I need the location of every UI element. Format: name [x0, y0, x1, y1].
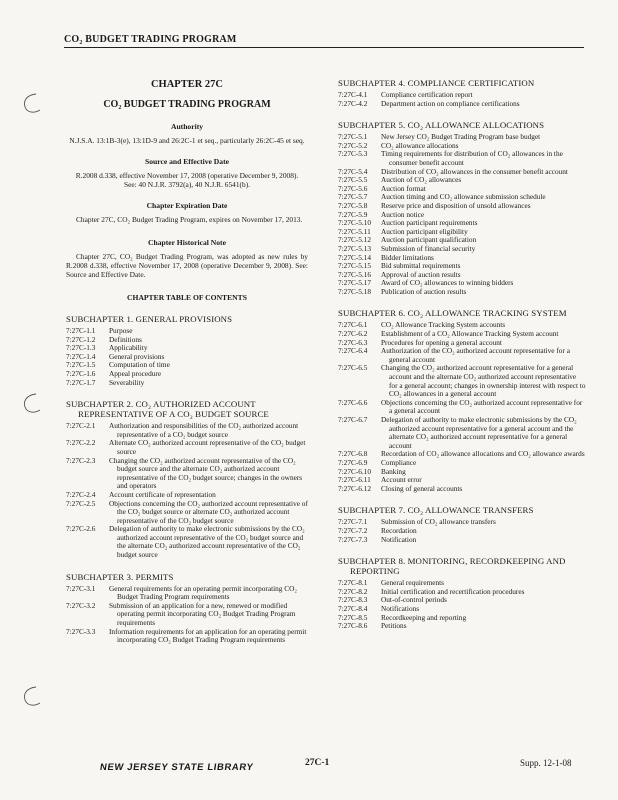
toc-entry: [66, 336, 308, 345]
source-text: R.2008 d.338, effective November 17, 2008 (operative December 9, 2008).: [75, 171, 299, 180]
section-number: 7:27C-8.6: [338, 621, 368, 631]
section-title: Authorization of the CO₂ authorized account representative for a general account: [381, 346, 570, 364]
toc-entry: [338, 536, 586, 545]
toc-entry: [338, 588, 586, 597]
section-title: Recordation: [381, 525, 417, 535]
section-title: Notifications: [381, 603, 420, 613]
section-title: General requirements: [381, 578, 445, 588]
section-number: 7:27C-6.6: [338, 397, 368, 407]
section-number: 7:27C-2.4: [66, 489, 96, 499]
section-title: Initial certification and recertification procedures: [381, 586, 525, 596]
section-title: General requirements for an operating permit incorporating CO₂ Budget Trading Program requirements: [109, 583, 297, 602]
toc-entry: [338, 468, 586, 477]
toc-entry: [66, 370, 308, 379]
section-number: 7:27C-8.1: [338, 578, 368, 588]
section-title: Auction participant qualification: [381, 235, 477, 245]
section-title: Bid submittal requirements: [381, 261, 461, 271]
right-toc: [338, 78, 586, 631]
section-title: CO₂ Allowance Tracking System accounts: [381, 320, 506, 330]
section-number: 7:27C-8.4: [338, 603, 368, 613]
toc-entry: [66, 327, 308, 336]
toc-entry: [338, 245, 586, 254]
section-title: Objections concerning the CO₂ authorized account representative of the CO₂ budget source or alternate CO₂ authorized account representative of the CO₂ budget source: [109, 498, 308, 525]
toc-entry: [66, 361, 308, 370]
hole-bottom-icon: [20, 685, 42, 707]
section-number: 7:27C-5.10: [338, 218, 372, 228]
expiration-heading: Chapter Expiration Date: [146, 201, 228, 210]
section-title: Recordation of CO₂ allowance allocations and CO₂ allowance awards: [381, 449, 585, 459]
authority-heading: Authority: [170, 122, 204, 131]
subchapter-heading: SUBCHAPTER 8. MONITORING, RECORDKEEPING AND REPORTING: [338, 556, 566, 577]
toc-entry: [66, 500, 308, 526]
section-number: 7:27C-5.4: [338, 166, 368, 176]
section-number: 7:27C-8.3: [338, 595, 368, 605]
toc-entry: [338, 450, 586, 459]
section-number: 7:27C-1.7: [66, 377, 96, 387]
section-number: 7:27C-2.3: [66, 455, 96, 465]
supplement-date: Supp. 12-1-08: [520, 758, 572, 768]
section-number: 7:27C-1.2: [66, 334, 96, 344]
toc-entry: [66, 457, 308, 491]
section-title: Auction timing and CO₂ allowance submission schedule: [381, 192, 546, 202]
section-title: Account error: [381, 475, 422, 485]
subchapter-heading: SUBCHAPTER 2. CO₂ AUTHORIZED ACCOUNT REPRESENTATIVE OF A CO₂ BUDGET SOURCE: [66, 399, 269, 420]
section-title: Compliance: [381, 457, 417, 467]
section-title: Auction participant eligibility: [381, 226, 468, 236]
chapter-title: CO₂ BUDGET TRADING PROGRAM: [103, 99, 271, 110]
toc-entry: [338, 399, 586, 416]
section-title: General provisions: [109, 351, 165, 361]
toc-heading: CHAPTER TABLE OF CONTENTS: [127, 293, 247, 302]
toc-entry: [66, 628, 308, 645]
toc-entry: [338, 364, 586, 398]
section-title: Banking: [381, 466, 406, 476]
section-title: Information requirements for an application for an operating permit incorporating CO₂ Budget Trading Program requirements: [109, 626, 307, 645]
toc-entry: [338, 518, 586, 527]
section-number: 7:27C-6.1: [338, 320, 368, 330]
section-number: 7:27C-3.2: [66, 600, 96, 610]
section-number: 7:27C-8.2: [338, 586, 368, 596]
left-column: [66, 78, 308, 645]
toc-entry: [338, 459, 586, 468]
section-number: 7:27C-5.2: [338, 140, 368, 150]
toc-entry: [338, 476, 586, 485]
section-number: 7:27C-6.8: [338, 449, 368, 459]
toc-entry: [338, 527, 586, 536]
section-title: Definitions: [109, 334, 142, 344]
section-number: 7:27C-5.9: [338, 209, 368, 219]
page-number: 27C-1: [305, 758, 330, 768]
toc-entry: [66, 344, 308, 353]
subchapter-heading: SUBCHAPTER 7. CO₂ ALLOWANCE TRANSFERS: [338, 505, 534, 516]
section-number: 7:27C-6.10: [338, 466, 372, 476]
section-title: Approval of auction results: [381, 269, 461, 279]
hole-middle-icon: [20, 392, 42, 414]
section-title: Recordkeeping and reporting: [381, 612, 467, 622]
section-number: 7:27C-6.2: [338, 329, 368, 339]
toc-entry: [338, 100, 586, 109]
section-number: 7:27C-7.2: [338, 525, 368, 535]
expiration-text: Chapter 27C, CO₂ Budget Trading Program, expires on November 17, 2013.: [76, 215, 303, 224]
section-number: 7:27C-6.3: [338, 337, 368, 347]
section-title: Petitions: [381, 621, 407, 631]
section-title: Auction notice: [381, 209, 425, 219]
chapter-number: CHAPTER 27C: [150, 79, 224, 90]
library-stamp: NEW JERSEY STATE LIBRARY: [99, 762, 255, 773]
toc-entry: [66, 439, 308, 456]
section-title: Alternate CO₂ authorized account representative of the CO₂ budget source: [109, 438, 306, 456]
section-title: Establishment of a CO₂ Allowance Tracking System account: [381, 329, 559, 339]
section-number: 7:27C-5.17: [338, 278, 372, 288]
section-number: 7:27C-5.5: [338, 175, 368, 185]
section-title: Computation of time: [109, 360, 170, 370]
toc-entry: [66, 525, 308, 559]
toc-entry: [338, 176, 586, 185]
section-title: Out-of-control periods: [381, 595, 447, 605]
toc-entry: [338, 485, 586, 494]
section-number: 7:27C-3.1: [66, 583, 96, 593]
section-number: 7:27C-1.6: [66, 368, 96, 378]
right-column: [338, 78, 586, 631]
subchapter-heading: SUBCHAPTER 6. CO₂ ALLOWANCE TRACKING SYSTEM: [338, 308, 567, 319]
section-number: 7:27C-7.1: [338, 517, 368, 527]
section-title: Changing the CO₂ authorized account representative of the CO₂ budget source and the alternate CO₂ authorized account representative of the CO₂ budget source; changes in the owners and operators: [109, 455, 303, 491]
section-number: 7:27C-2.2: [66, 438, 96, 448]
section-number: 7:27C-4.1: [338, 90, 368, 99]
section-title: Submission of an application for a new, renewed or modified operating permit incorporating CO₂ Budget Trading Program requirements: [109, 600, 296, 628]
section-number: 7:27C-5.3: [338, 149, 368, 159]
section-number: 7:27C-3.3: [66, 626, 96, 636]
toc-entry: [338, 254, 586, 263]
source-heading: Source and Effective Date: [144, 157, 229, 166]
section-title: Account certificate of representation: [109, 489, 216, 499]
section-number: 7:27C-6.11: [338, 475, 371, 485]
section-title: New Jersey CO₂ Budget Trading Program base budget: [381, 132, 541, 142]
section-title: Bidder limitations: [381, 252, 434, 262]
section-number: 7:27C-5.11: [338, 226, 371, 236]
running-head: CO₂ BUDGET TRADING PROGRAM: [64, 34, 584, 48]
subchapter-heading: SUBCHAPTER 5. CO₂ ALLOWANCE ALLOCATIONS: [338, 120, 545, 131]
section-number: 7:27C-1.5: [66, 360, 96, 370]
section-number: 7:27C-6.5: [338, 363, 368, 373]
left-toc: [66, 314, 308, 645]
section-number: 7:27C-5.8: [338, 200, 368, 210]
section-number: 7:27C-5.12: [338, 235, 372, 245]
section-title: Purpose: [109, 326, 133, 335]
section-number: 7:27C-1.4: [66, 351, 96, 361]
section-number: 7:27C-6.4: [338, 346, 368, 356]
toc-entry: [66, 602, 308, 628]
toc-entry: [338, 596, 586, 605]
section-number: 7:27C-8.5: [338, 612, 368, 622]
section-number: 7:27C-6.7: [338, 415, 368, 424]
toc-entry: [338, 133, 586, 142]
subchapter-heading: SUBCHAPTER 1. GENERAL PROVISIONS: [66, 314, 233, 324]
section-title: Procedures for opening a general account: [381, 337, 502, 347]
toc-entry: [338, 622, 586, 631]
section-title: Appeal procedure: [109, 368, 162, 378]
subchapter-heading: SUBCHAPTER 4. COMPLIANCE CERTIFICATION: [338, 78, 535, 88]
source-see: See: 40 N.J.R. 3792(a), 40 N.J.R. 6541(b).: [123, 180, 251, 189]
section-number: 7:27C-1.1: [66, 326, 96, 335]
authority-text: N.J.S.A. 13:1B-3(e), 13:1D-9 and 26:2C-1 et seq., particularly 26:2C-45 et seq.: [69, 136, 305, 145]
hole-top-icon: [20, 92, 42, 114]
section-number: 7:27C-5.14: [338, 252, 372, 262]
section-title: Auction participant requirements: [381, 218, 478, 228]
section-title: Award of CO₂ allowances to winning bidders: [381, 278, 514, 288]
section-title: Authorization and responsibilities of the CO₂ authorized account representative of a CO₂ budget source: [109, 421, 299, 439]
toc-entry: [66, 422, 308, 439]
section-title: Auction format: [381, 183, 426, 193]
section-title: Closing of general accounts: [381, 483, 463, 493]
section-title: CO₂ allowance allocations: [381, 140, 459, 150]
section-number: 7:27C-2.1: [66, 421, 96, 431]
section-title: Compliance certification report: [381, 90, 473, 99]
section-title: Changing the CO₂ authorized account representative for a general account and the alternate CO₂ authorized account representative for a general account; changes in ownership interest with respect to CO₂ allowances in a general account: [381, 363, 586, 399]
section-title: Auction of CO₂ allowances: [381, 175, 462, 185]
section-title: Distribution of CO₂ allowances in the consumer benefit account: [381, 166, 568, 176]
section-number: 7:27C-6.12: [338, 483, 372, 493]
section-number: 7:27C-7.3: [338, 534, 368, 544]
section-title: Severability: [109, 377, 145, 387]
toc-entry: [66, 353, 308, 362]
section-title: Submission of financial security: [381, 243, 476, 253]
section-number: 7:27C-5.1: [338, 132, 368, 142]
section-number: 7:27C-2.5: [66, 498, 96, 508]
toc-entry: [338, 614, 586, 623]
section-number: 7:27C-5.15: [338, 261, 372, 271]
toc-entry: [338, 262, 586, 271]
section-number: 7:27C-6.9: [338, 457, 368, 467]
toc-entry: [66, 585, 308, 602]
section-number: 7:27C-5.18: [338, 286, 372, 296]
section-number: 7:27C-5.7: [338, 192, 368, 202]
section-title: Delegation of authority to make electronic submissions by the CO₂ authorized account representative for a general account and the alternate CO₂ authorized account representative for a general account: [381, 415, 577, 450]
section-number: 7:27C-5.13: [338, 243, 372, 253]
section-number: 7:27C-5.16: [338, 269, 372, 279]
toc-entry: [338, 288, 586, 297]
toc-entry: [338, 150, 586, 167]
section-number: 7:27C-4.2: [338, 98, 368, 108]
section-title: Reserve price and disposition of unsold allowances: [381, 200, 531, 210]
section-title: Department action on compliance certifications: [381, 98, 520, 108]
section-title: Delegation of authority to make electronic submissions by the CO₂ authorized account representative of the CO₂ budget source and the alternate CO₂ authorized account representative of the CO₂ budget source: [109, 524, 305, 560]
section-title: Applicability: [109, 343, 148, 353]
section-number: 7:27C-2.6: [66, 524, 96, 534]
section-title: Notification: [381, 534, 417, 544]
section-title: Objections concerning the CO₂ authorized account representative for a general account: [381, 397, 583, 416]
section-number: 7:27C-5.6: [338, 183, 368, 193]
history-text: Chapter 27C, CO₂ Budget Trading Program, was adopted as new rules by R.2008 d.338, effective November 17, 2008 (operative December 9, 2008). See: Source and Effective Date.: [66, 252, 308, 279]
subchapter-heading: SUBCHAPTER 3. PERMITS: [66, 571, 174, 582]
section-title: Publication of auction results: [381, 286, 467, 296]
section-title: Submission of CO₂ allowance transfers: [381, 517, 496, 527]
section-number: 7:27C-1.3: [66, 343, 96, 353]
toc-entry: [338, 168, 586, 177]
toc-entry: [338, 416, 586, 450]
toc-entry: [338, 202, 586, 211]
section-title: Timing requirements for distribution of CO₂ allowances in the consumer benefit account: [381, 149, 563, 167]
toc-entry: [338, 347, 586, 364]
history-heading: Chapter Historical Note: [148, 238, 226, 247]
toc-entry: [66, 379, 308, 388]
